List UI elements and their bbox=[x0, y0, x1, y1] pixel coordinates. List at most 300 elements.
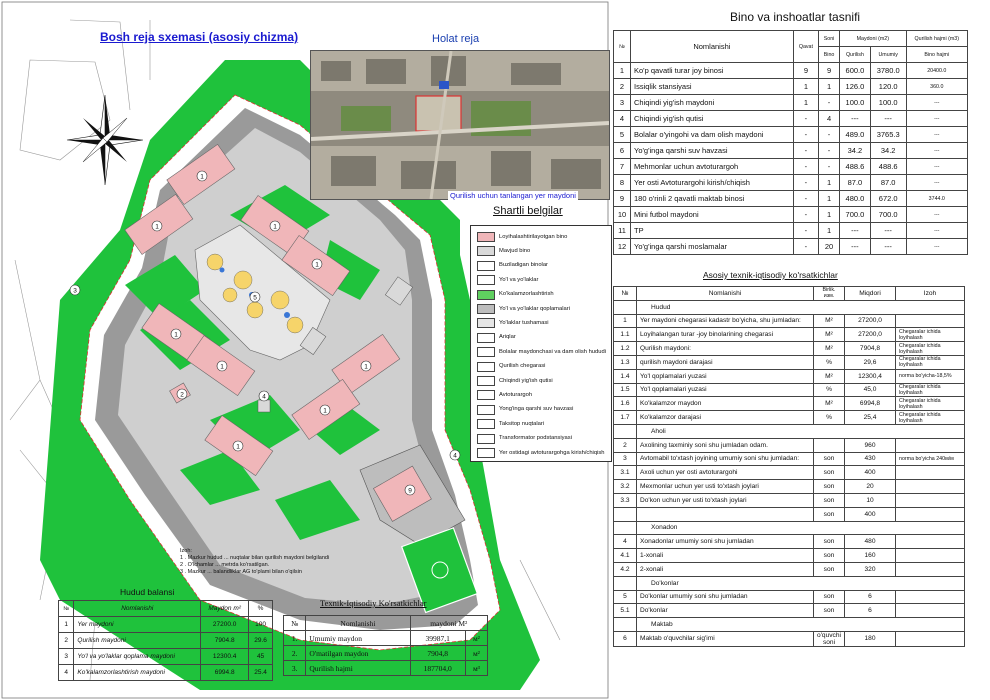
table-row bbox=[614, 397, 965, 411]
table-cell: son bbox=[814, 466, 845, 480]
col-header: Nomlanishi bbox=[306, 616, 410, 631]
table-row bbox=[59, 617, 273, 633]
table-cell: son bbox=[814, 535, 845, 549]
legend-swatch bbox=[477, 405, 495, 415]
table-cell: M² bbox=[814, 342, 845, 356]
table-row bbox=[614, 535, 965, 549]
table-cell: 700.0 bbox=[870, 207, 906, 223]
table-cell: 100.0 bbox=[870, 95, 906, 111]
table-row bbox=[614, 328, 965, 342]
buildings-table bbox=[613, 30, 968, 255]
table-cell: 100 bbox=[249, 617, 273, 633]
table-cell: м² bbox=[465, 646, 487, 661]
table-cell: o'quvchi soni bbox=[814, 631, 845, 646]
table-cell: 3.3 bbox=[614, 493, 637, 507]
table-cell: 10 bbox=[845, 493, 896, 507]
table-row bbox=[284, 631, 488, 646]
marker-label: 1 bbox=[174, 331, 178, 339]
col-header: Qurilish bbox=[840, 47, 871, 63]
table-cell: 1 bbox=[793, 79, 818, 95]
table-row bbox=[614, 191, 968, 207]
table-cell: son bbox=[814, 604, 845, 618]
table-cell: Do'konlar bbox=[637, 604, 814, 618]
table-cell: 11 bbox=[614, 223, 631, 239]
table-cell: Mehmonlar uchun avtoturargoh bbox=[631, 159, 794, 175]
table-cell: --- bbox=[906, 175, 967, 191]
table-cell: 1.2 bbox=[614, 342, 637, 356]
table-cell: % bbox=[814, 411, 845, 425]
table-cell: 39987,1 bbox=[410, 631, 465, 646]
table-row bbox=[614, 143, 968, 159]
table-cell: Qurilish maydoni: bbox=[637, 342, 814, 356]
table-cell: 400 bbox=[845, 507, 896, 521]
table-cell: Issiqlik stansiyasi bbox=[631, 79, 794, 95]
table-cell: son bbox=[814, 562, 845, 576]
table-row bbox=[614, 521, 965, 535]
table-cell: --- bbox=[870, 239, 906, 255]
table-cell: 430 bbox=[845, 452, 896, 466]
table-cell: 1 bbox=[819, 175, 840, 191]
table-row bbox=[614, 300, 965, 314]
marker-label: 1 bbox=[364, 363, 368, 371]
legend-label: Chiqindi yig'ish qutisi bbox=[499, 377, 553, 384]
col-header: № bbox=[59, 601, 74, 617]
table-row bbox=[614, 63, 968, 79]
table-cell: 5 bbox=[614, 127, 631, 143]
table-cell: norma bo'yicha 240м/м bbox=[896, 452, 965, 466]
table-row bbox=[614, 452, 965, 466]
table-cell bbox=[614, 424, 637, 438]
table-cell: 180 bbox=[845, 631, 896, 646]
table-cell: 3.1 bbox=[614, 466, 637, 480]
table-cell: Yo'g'inga qarshi suv havzasi bbox=[631, 143, 794, 159]
table-row bbox=[284, 661, 488, 676]
table-row bbox=[614, 493, 965, 507]
table-cell: 5.1 bbox=[614, 604, 637, 618]
table-cell: Yer maydoni bbox=[74, 617, 201, 633]
table-cell: Chegaralar ichida loyihalash bbox=[896, 342, 965, 356]
table-cell: qurilish maydoni darajasi bbox=[637, 355, 814, 369]
table-cell: Yer maydoni chegarasi kadastr bo'yicha, shu jumladan: bbox=[637, 314, 814, 328]
table-cell: 3. bbox=[284, 661, 306, 676]
col-header: Izoh bbox=[896, 287, 965, 301]
col-header: № bbox=[614, 287, 637, 301]
table-cell bbox=[896, 590, 965, 604]
table-cell: Ko'kalamzor maydon bbox=[637, 397, 814, 411]
table-cell bbox=[896, 604, 965, 618]
table-cell: 45 bbox=[249, 649, 273, 665]
table-row bbox=[614, 342, 965, 356]
table-cell: 12 bbox=[614, 239, 631, 255]
table-cell: Chegaralar ichida loyihalash bbox=[896, 411, 965, 425]
table-cell: 2-xonali bbox=[637, 562, 814, 576]
table-cell: - bbox=[819, 143, 840, 159]
legend-label: Bolalar maydonchasi va dam olish hududi bbox=[499, 348, 606, 355]
table-row bbox=[614, 95, 968, 111]
table-cell: son bbox=[814, 590, 845, 604]
col-header: Nomlanishi bbox=[631, 31, 794, 63]
table-cell: son bbox=[814, 480, 845, 494]
aerial-photo bbox=[310, 50, 610, 200]
tech-econ-title: Texnik-Iqtisodiy Ko'rsatkichlar bbox=[320, 598, 427, 608]
table-cell: 7904,8 bbox=[410, 646, 465, 661]
col-header: Nomlanishi bbox=[637, 287, 814, 301]
table-cell: Do'kon uchun yer usti to'xtash joylari bbox=[637, 493, 814, 507]
table-cell: Ko'kalamzor darajasi bbox=[637, 411, 814, 425]
legend-swatch bbox=[477, 261, 495, 271]
table-cell: Yer osti Avtoturargohi kirish/chiqish bbox=[631, 175, 794, 191]
table-row bbox=[284, 646, 488, 661]
table-cell bbox=[637, 507, 814, 521]
table-cell: 25,4 bbox=[845, 411, 896, 425]
table-cell bbox=[896, 549, 965, 563]
legend-swatch bbox=[477, 290, 495, 300]
table-cell: 45,0 bbox=[845, 383, 896, 397]
table-cell: 20 bbox=[845, 480, 896, 494]
table-cell: Maktab o'quvchilar sig'imi bbox=[637, 631, 814, 646]
legend-label: Loyihalashtirilayotgan bino bbox=[499, 233, 568, 240]
table-cell: 4 bbox=[819, 111, 840, 127]
table-cell: 7904,8 bbox=[845, 342, 896, 356]
table-cell: M² bbox=[814, 314, 845, 328]
table-cell: - bbox=[793, 127, 818, 143]
col-header: Maydoni (m2) bbox=[840, 31, 907, 47]
tech-econ-table bbox=[283, 615, 488, 676]
table-cell: - bbox=[793, 223, 818, 239]
table-cell: 320 bbox=[845, 562, 896, 576]
table-cell: - bbox=[793, 239, 818, 255]
table-cell: 1 bbox=[614, 314, 637, 328]
table-cell: 480.0 bbox=[840, 191, 871, 207]
table-cell: Chegaralar ichida loyihalash bbox=[896, 383, 965, 397]
table-cell: 400 bbox=[845, 466, 896, 480]
table-cell: 160 bbox=[845, 549, 896, 563]
table-cell: 34.2 bbox=[870, 143, 906, 159]
legend-label: Yo'l va yo'laklar qoplamalari bbox=[499, 305, 570, 312]
col-header: Maydon m² bbox=[201, 601, 249, 617]
table-cell bbox=[896, 438, 965, 452]
legend-label: Taksitop nuqtalari bbox=[499, 420, 545, 427]
table-cell: 29.6 bbox=[249, 633, 273, 649]
table-cell: son bbox=[814, 452, 845, 466]
section-title: Aholi bbox=[637, 424, 965, 438]
legend-label: Ariqlar bbox=[499, 334, 516, 341]
legend-swatch bbox=[477, 246, 495, 256]
note-line: 1 . Mazkur hudud ... nuqtalar bilan qurilish maydoni belgilandi bbox=[180, 555, 330, 561]
table-cell: 3744.0 bbox=[906, 191, 967, 207]
table-cell: - bbox=[793, 175, 818, 191]
table-cell: Qurilish maydoni bbox=[74, 633, 201, 649]
table-cell: 6 bbox=[614, 143, 631, 159]
table-cell: 1.7 bbox=[614, 411, 637, 425]
table-cell bbox=[814, 438, 845, 452]
table-cell: 12300,4 bbox=[845, 369, 896, 383]
table-cell: - bbox=[793, 143, 818, 159]
legend-label: Yong'inga qarshi suv havzasi bbox=[499, 406, 574, 413]
table-cell: - bbox=[819, 159, 840, 175]
col-header: maydoni M² bbox=[410, 616, 488, 631]
table-cell: Yo'g'inga qarshi moslamalar bbox=[631, 239, 794, 255]
table-cell: - bbox=[793, 207, 818, 223]
table-cell bbox=[896, 507, 965, 521]
table-cell: 600.0 bbox=[840, 63, 871, 79]
table-cell: Qurilish hajmi bbox=[306, 661, 410, 676]
table-cell: 9 bbox=[819, 63, 840, 79]
table-cell: 700.0 bbox=[840, 207, 871, 223]
north-arrow-icon bbox=[67, 95, 143, 185]
legend-swatch bbox=[477, 275, 495, 285]
table-cell: 4 bbox=[614, 535, 637, 549]
table-row bbox=[614, 438, 965, 452]
section-title: Hudud bbox=[637, 300, 965, 314]
col-header: Qurilish hajmi (m3) bbox=[906, 31, 967, 47]
table-cell: 6 bbox=[614, 631, 637, 646]
table-cell: 1.5 bbox=[614, 383, 637, 397]
table-cell: --- bbox=[906, 159, 967, 175]
col-header: Umumiy bbox=[870, 47, 906, 63]
table-cell: 20400.0 bbox=[906, 63, 967, 79]
table-cell: M² bbox=[814, 369, 845, 383]
table-cell: son bbox=[814, 549, 845, 563]
notes bbox=[180, 548, 329, 576]
table-cell: TP bbox=[631, 223, 794, 239]
table-cell: 6994,8 bbox=[845, 397, 896, 411]
table-cell: % bbox=[814, 355, 845, 369]
table-cell: Axolining taxminiy soni shu jumladan odam. bbox=[637, 438, 814, 452]
table-cell: --- bbox=[840, 239, 871, 255]
table-cell bbox=[896, 314, 965, 328]
note-line: 2 . O'lchamlar ... metrda ko'rsatilgan. bbox=[180, 562, 270, 568]
table-cell: M² bbox=[814, 397, 845, 411]
col-header: Bino bbox=[819, 47, 840, 63]
table-cell: Avtomabil to'xtash joyining umumiy soni shu jumladan: bbox=[637, 452, 814, 466]
table-cell bbox=[896, 493, 965, 507]
table-cell: Chegaralar ichida loyihalash bbox=[896, 397, 965, 411]
table-row bbox=[614, 466, 965, 480]
table-row bbox=[614, 355, 965, 369]
table-cell bbox=[614, 618, 637, 632]
area-balance-table bbox=[58, 600, 273, 681]
table-cell: 126.0 bbox=[840, 79, 871, 95]
plan-title: Bosh reja sxemasi (asosiy chizma) bbox=[100, 30, 299, 44]
legend-swatch bbox=[477, 304, 495, 314]
marker-label: 4 bbox=[453, 452, 457, 460]
table-cell: 3 bbox=[614, 95, 631, 111]
table-cell: --- bbox=[906, 223, 967, 239]
table-cell: 8 bbox=[614, 175, 631, 191]
table-cell bbox=[896, 631, 965, 646]
legend-label: Transformator podstansiyasi bbox=[499, 435, 572, 442]
table-row bbox=[614, 175, 968, 191]
table-cell bbox=[896, 480, 965, 494]
table-row bbox=[614, 618, 965, 632]
table-cell: 87.0 bbox=[840, 175, 871, 191]
table-row bbox=[614, 159, 968, 175]
table-cell: Umumiy maydon bbox=[306, 631, 410, 646]
table-row bbox=[614, 411, 965, 425]
table-row bbox=[614, 549, 965, 563]
table-cell: 27200,0 bbox=[845, 314, 896, 328]
table-cell: 100.0 bbox=[840, 95, 871, 111]
indicators-title: Asosiy texnik-iqtisodiy ko'rsatkichlar bbox=[703, 270, 838, 280]
table-cell: 25.4 bbox=[249, 665, 273, 681]
col-header: Miqdori bbox=[845, 287, 896, 301]
table-cell: 672.0 bbox=[870, 191, 906, 207]
table-cell: 488.6 bbox=[840, 159, 871, 175]
table-row bbox=[614, 590, 965, 604]
marker-label: 5 bbox=[253, 294, 257, 302]
table-cell: 12300.4 bbox=[201, 649, 249, 665]
table-cell: 1.4 bbox=[614, 369, 637, 383]
table-cell: - bbox=[819, 127, 840, 143]
table-cell: --- bbox=[906, 207, 967, 223]
table-cell: 1.6 bbox=[614, 397, 637, 411]
table-cell: --- bbox=[906, 127, 967, 143]
legend-item bbox=[477, 445, 604, 461]
table-cell: 6994.8 bbox=[201, 665, 249, 681]
table-row bbox=[59, 665, 273, 681]
table-cell: 3780.0 bbox=[870, 63, 906, 79]
table-cell: 4.1 bbox=[614, 549, 637, 563]
legend bbox=[470, 225, 612, 462]
legend-swatch bbox=[477, 347, 495, 357]
legend-swatch bbox=[477, 390, 495, 400]
table-cell: M² bbox=[814, 328, 845, 342]
table-cell: Mini futbol maydoni bbox=[631, 207, 794, 223]
table-cell: son bbox=[814, 493, 845, 507]
table-cell: 1. bbox=[284, 631, 306, 646]
table-row bbox=[614, 383, 965, 397]
legend-swatch bbox=[477, 434, 495, 444]
table-cell: Ko'p qavatli turar joy binosi bbox=[631, 63, 794, 79]
table-cell: - bbox=[793, 191, 818, 207]
col-header: Nomlanishi bbox=[74, 601, 201, 617]
col-header: Soni bbox=[819, 31, 840, 47]
table-cell bbox=[614, 576, 637, 590]
legend-swatch bbox=[477, 333, 495, 343]
table-cell: 3 bbox=[614, 452, 637, 466]
table-cell: 3.2 bbox=[614, 480, 637, 494]
table-row bbox=[614, 111, 968, 127]
table-cell: 1 bbox=[59, 617, 74, 633]
table-cell: Mexmonlar uchun yer usti to'xtash joylari bbox=[637, 480, 814, 494]
table-cell: м² bbox=[465, 631, 487, 646]
table-row bbox=[614, 576, 965, 590]
table-cell: 9 bbox=[614, 191, 631, 207]
table-row bbox=[59, 633, 273, 649]
table-cell: 27200,0 bbox=[845, 328, 896, 342]
table-cell: 488.6 bbox=[870, 159, 906, 175]
table-cell: 5 bbox=[614, 590, 637, 604]
table-cell: --- bbox=[870, 223, 906, 239]
table-cell: --- bbox=[906, 95, 967, 111]
table-row bbox=[614, 562, 965, 576]
table-cell: 10 bbox=[614, 207, 631, 223]
table-cell: 7 bbox=[614, 159, 631, 175]
legend-swatch bbox=[477, 362, 495, 372]
table-cell: norma bo'yicha-18,5% bbox=[896, 369, 965, 383]
notes-heading: Izoh: bbox=[180, 548, 192, 554]
table-row bbox=[614, 79, 968, 95]
table-row bbox=[614, 314, 965, 328]
table-cell: --- bbox=[840, 111, 871, 127]
legend-label: Yo'laklar tushamasi bbox=[499, 319, 549, 326]
table-row bbox=[614, 507, 965, 521]
table-row bbox=[59, 649, 273, 665]
table-cell: % bbox=[814, 383, 845, 397]
table-cell: Bolalar o'yingohi va dam olish maydoni bbox=[631, 127, 794, 143]
table-cell: 4 bbox=[59, 665, 74, 681]
buildings-table-title: Bino va inshoatlar tasnifi bbox=[730, 10, 861, 24]
table-cell bbox=[614, 300, 637, 314]
table-cell: 9 bbox=[793, 63, 818, 79]
table-cell: Chiqindi yig'ish qutisi bbox=[631, 111, 794, 127]
table-cell: Chegaralar ichida loyihalash bbox=[896, 355, 965, 369]
table-cell: 960 bbox=[845, 438, 896, 452]
section-title: Do'konlar bbox=[637, 576, 965, 590]
marker-label: 1 bbox=[236, 443, 240, 451]
area-balance-title: Hudud balansi bbox=[120, 587, 175, 597]
table-cell: 6 bbox=[845, 604, 896, 618]
table-cell: --- bbox=[906, 239, 967, 255]
marker-label: 1 bbox=[273, 223, 277, 231]
indicators-table bbox=[613, 286, 965, 647]
table-row bbox=[614, 127, 968, 143]
table-cell: 29,6 bbox=[845, 355, 896, 369]
table-cell: 34.2 bbox=[840, 143, 871, 159]
table-cell: --- bbox=[906, 111, 967, 127]
table-cell: Xonadonlar umumiy soni shu jumladan bbox=[637, 535, 814, 549]
legend-title: Shartli belgilar bbox=[493, 205, 563, 217]
table-cell: Chegaralar ichida loyihalash bbox=[896, 328, 965, 342]
marker-label: 4 bbox=[262, 393, 266, 401]
table-cell: Do'konlar umumiy soni shu jumladan bbox=[637, 590, 814, 604]
table-cell: 1-xonali bbox=[637, 549, 814, 563]
table-cell: 1 bbox=[793, 95, 818, 111]
marker-label: 2 bbox=[180, 391, 184, 399]
table-cell: 1.3 bbox=[614, 355, 637, 369]
table-row bbox=[614, 239, 968, 255]
table-cell: 360.0 bbox=[906, 79, 967, 95]
table-cell: 27200.0 bbox=[201, 617, 249, 633]
table-cell: м³ bbox=[465, 661, 487, 676]
table-row bbox=[614, 424, 965, 438]
legend-swatch bbox=[477, 318, 495, 328]
table-row bbox=[614, 223, 968, 239]
col-header: № bbox=[614, 31, 631, 63]
marker-label: 3 bbox=[73, 287, 77, 295]
col-header: % bbox=[249, 601, 273, 617]
situation-plan-title: Holat reja bbox=[432, 33, 480, 45]
table-cell: Chiqindi yig'ish maydoni bbox=[631, 95, 794, 111]
section-title: Maktab bbox=[637, 618, 965, 632]
table-cell: 2. bbox=[284, 646, 306, 661]
table-cell: 4 bbox=[614, 111, 631, 127]
table-cell: 120.0 bbox=[870, 79, 906, 95]
table-row bbox=[614, 631, 965, 646]
table-cell: Yo'l qoplamalari yuzasi bbox=[637, 383, 814, 397]
col-header: № bbox=[284, 616, 306, 631]
table-cell: 1 bbox=[819, 223, 840, 239]
table-row bbox=[614, 480, 965, 494]
table-cell: 489.0 bbox=[840, 127, 871, 143]
legend-label: Ko'kalamzorlashtirish bbox=[499, 291, 554, 298]
table-cell: 1 bbox=[819, 79, 840, 95]
legend-label: Buziladigan binolar bbox=[499, 262, 548, 269]
table-cell: 87.0 bbox=[870, 175, 906, 191]
table-cell: --- bbox=[870, 111, 906, 127]
table-cell bbox=[614, 507, 637, 521]
